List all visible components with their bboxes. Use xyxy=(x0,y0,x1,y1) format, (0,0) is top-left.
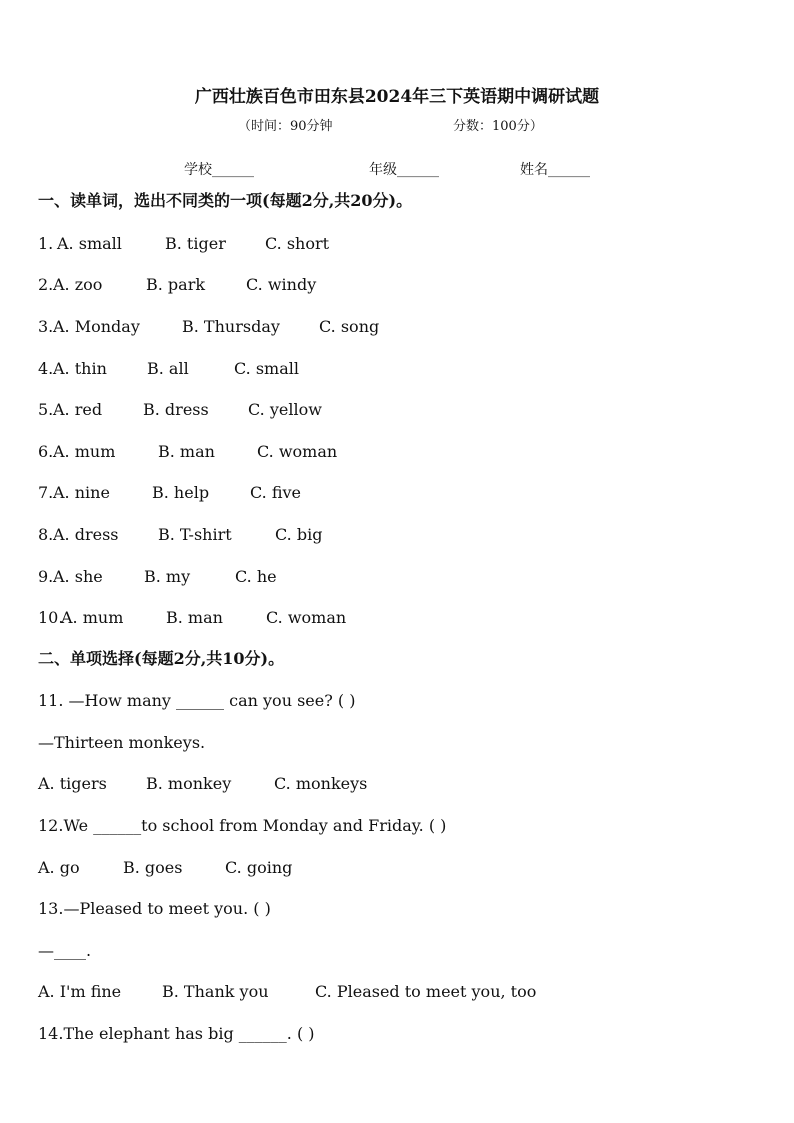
option-c: C. woman xyxy=(266,608,347,627)
option-a: A. I'm fine xyxy=(38,982,122,1001)
option-c: C. windy xyxy=(246,275,317,294)
option-b: B. tiger xyxy=(165,234,226,253)
option-c: C. short xyxy=(265,234,330,253)
question-stem: 14.The elephant has big ______. ( ) xyxy=(38,1024,315,1043)
option-b: B. all xyxy=(147,359,189,378)
option-c: C. woman xyxy=(257,442,338,461)
dialogue-reply: —____. xyxy=(38,941,92,960)
question-number: 6. xyxy=(38,442,54,461)
option-a: A. mum xyxy=(53,442,116,461)
question-number: 3. xyxy=(38,317,54,336)
question-stem: 12.We ______to school from Monday and Friday. ( ) xyxy=(38,816,447,835)
option-c: C. he xyxy=(235,567,277,586)
exam-time: （时间：90分钟 xyxy=(238,119,333,134)
grade-field[interactable]: 年级______ xyxy=(369,162,439,178)
question-number: 7. xyxy=(38,483,54,502)
option-b: B. Thank you xyxy=(162,982,269,1001)
option-b: B. man xyxy=(158,442,215,461)
option-b: B. goes xyxy=(123,858,183,877)
option-b: B. help xyxy=(152,483,210,502)
option-a: A. red xyxy=(53,400,103,419)
option-b: B. dress xyxy=(143,400,209,419)
option-a: A. she xyxy=(53,567,103,586)
exam-score: 分数：100分） xyxy=(453,119,543,134)
option-a: A. Monday xyxy=(53,317,140,336)
question-number: 2. xyxy=(38,275,54,294)
option-a: A. nine xyxy=(53,483,110,502)
page-title: 广西壮族百色市田东县2024年三下英语期中调研试题 xyxy=(194,87,600,107)
question-stem: 11. —How many ______ can you see? ( ) xyxy=(38,691,356,710)
option-c: C. five xyxy=(250,483,302,502)
question-number: 4. xyxy=(38,359,54,378)
name-field[interactable]: 姓名______ xyxy=(520,162,590,178)
school-field[interactable]: 学校______ xyxy=(184,162,254,178)
option-b: B. my xyxy=(144,567,191,586)
option-a: A. tigers xyxy=(38,774,107,793)
option-b: B. Thursday xyxy=(182,317,280,336)
option-c: C. going xyxy=(225,858,293,877)
option-a: A. thin xyxy=(53,359,107,378)
option-c: C. monkeys xyxy=(274,774,368,793)
question-number: 5. xyxy=(38,400,54,419)
question-number: 8. xyxy=(38,525,54,544)
section-2-heading: 二、单项选择(每题2分,共10分)。 xyxy=(38,649,285,668)
question-number: 9. xyxy=(38,567,54,586)
question-number: 10. xyxy=(38,608,64,627)
option-b: B. monkey xyxy=(146,774,232,793)
question-number: 1. xyxy=(38,234,54,253)
option-b: B. park xyxy=(146,275,206,294)
question-stem: 13.—Pleased to meet you. ( ) xyxy=(38,899,271,918)
option-b: B. man xyxy=(166,608,223,627)
option-a: A. zoo xyxy=(53,275,103,294)
option-c: C. song xyxy=(319,317,380,336)
section-1-heading: 一、读单词，选出不同类的一项(每题2分,共20分)。 xyxy=(38,191,413,210)
option-c: C. yellow xyxy=(248,400,322,419)
option-c: C. small xyxy=(234,359,299,378)
dialogue-reply: —Thirteen monkeys. xyxy=(38,733,206,752)
option-a: A. dress xyxy=(53,525,119,544)
option-a: A. mum xyxy=(61,608,124,627)
option-a: A. go xyxy=(38,858,80,877)
option-c: C. big xyxy=(275,525,323,544)
option-a: A. small xyxy=(57,234,122,253)
option-c: C. Pleased to meet you, too xyxy=(315,982,537,1001)
option-b: B. T-shirt xyxy=(158,525,232,544)
